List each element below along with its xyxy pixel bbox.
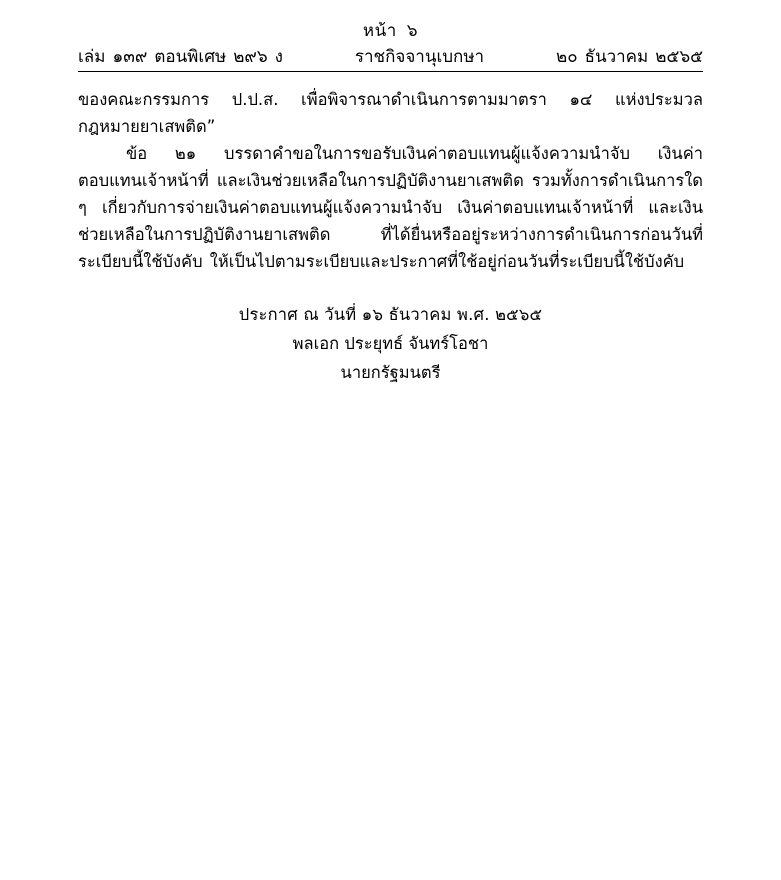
- header-day: ๒๐: [556, 47, 578, 67]
- paragraph-continuation: ของคณะกรรมการ ป.ป.ส. เพื่อพิจารณาดำเนินการตามมาตรา ๑๔ แห่งประมวลกฎหมายยาเสพติด”: [78, 90, 703, 136]
- announcement-date: ประกาศ ณ วันที่ ๑๖ ธันวาคม พ.ศ. ๒๕๖๕: [238, 305, 543, 324]
- header-page-label: หน้า: [362, 21, 397, 41]
- signer-name: พลเอก ประยุทธ์ จันทร์โอชา: [292, 334, 489, 353]
- header-year: ๒๕๖๕: [655, 47, 703, 67]
- header-date-block: [549, 46, 703, 68]
- header-section-label: ตอนพิเศษ: [154, 47, 227, 67]
- header-page-indicator: [0, 20, 781, 42]
- header-divider: [78, 71, 703, 72]
- header-main-row: [0, 42, 781, 68]
- header-volume-number: ๑๓๙: [112, 47, 148, 67]
- paragraph-clause-21: [78, 140, 703, 275]
- header-page-number: ๖: [406, 21, 419, 41]
- header-section-number: ๒๙๖: [233, 47, 268, 67]
- header-volume-block: [78, 46, 290, 68]
- closing-block: [78, 301, 703, 387]
- header-section-suffix: ง: [274, 47, 283, 67]
- header-volume-label: เล่ม: [78, 47, 106, 67]
- paragraph-clause-21-text: ข้อ ๒๑ บรรดาคำขอในการขอรับเงินค่าตอบแทนผู้แจ้งความนำจับ เงินค่าตอบแทนเจ้าหน้าที่ และเงินช่วยเหลือในการปฏิบัติงานยาเสพติด รวมทั้งการดำเนินการใด ๆ เกี่ยวกับการจ่ายเงินค่าตอบแทนผู้แจ้งความนำจับ เงินค่าตอบแทนเจ้าหน้าที่ และเงินช่วยเหลือในการปฏิบัติงานยาเสพติด ที่ได้ยื่นหรืออยู่ระหว่างการดำเนินการก่อนวันที่ระเบียบนี้ใช้บังคับ ให้เป็นไปตามระเบียบและประกาศที่ใช้อยู่ก่อนวันที่ระเบียบนี้ใช้บังคับ: [78, 144, 703, 271]
- document-body: [78, 86, 703, 387]
- header-month: ธันวาคม: [584, 47, 649, 67]
- signer-title: นายกรัฐมนตรี: [340, 363, 441, 382]
- header-gazette-title: ราชกิจจานุเบกษา: [354, 47, 485, 67]
- page-header: [0, 20, 781, 72]
